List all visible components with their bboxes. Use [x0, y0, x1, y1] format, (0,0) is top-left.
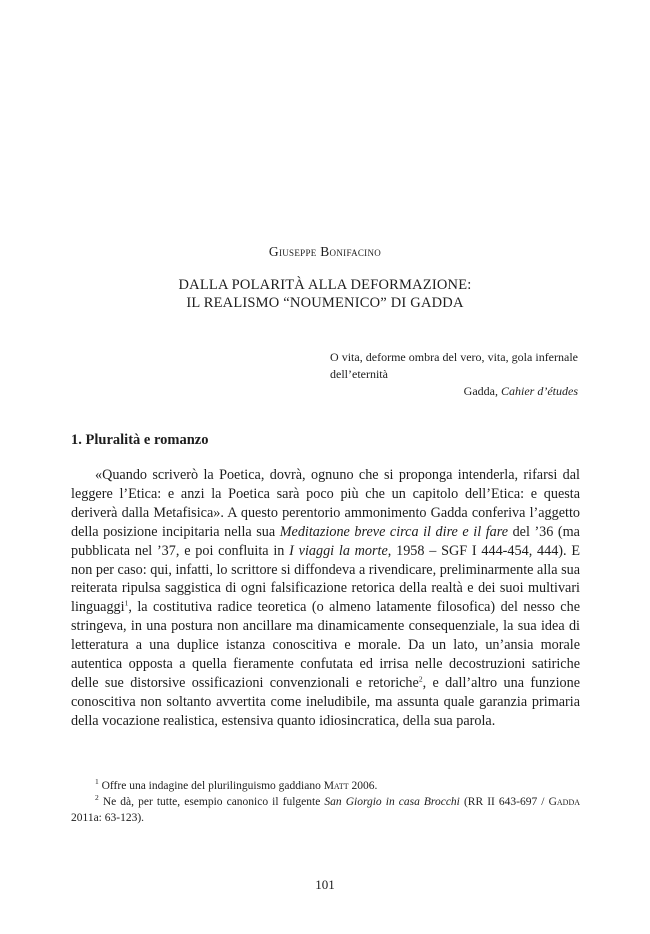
work-title-viaggi: I viaggi la morte	[289, 542, 388, 559]
footnote-1	[71, 778, 580, 794]
footnote-1-year: 2006.	[348, 780, 378, 792]
footnote-2-text: Ne dà, per tutte, esempio canonico il fulgente	[98, 796, 325, 808]
epigraph-source-author: Gadda,	[463, 384, 501, 398]
epigraph-quote: O vita, deforme ombra del vero, vita, gola infernale dell’eternità	[330, 350, 578, 381]
paragraph-text-1: «Quando scriverò la Poetica, dovrà, ognuno che si proponga intenderla, rifarsi dal leggere l’Etica: e anzi la Poetica sarà poco più che un capitolo dell’Etica: e questa deriverà dalla Metafisica». A questo perentorio ammonimento Gadda conferiva l’aggetto della posizione incipitaria nella sua	[71, 467, 580, 540]
footnote-2-author: Gadda	[548, 796, 580, 808]
footnote-2-ref-2: 2011a: 63-123).	[71, 812, 145, 824]
paragraph	[71, 466, 580, 731]
footnote-2-title: San Giorgio in casa Brocchi	[324, 796, 460, 808]
footnote-2-number: 2	[95, 793, 99, 803]
epigraph	[330, 349, 578, 400]
epigraph-source	[330, 383, 578, 400]
author-name: Giuseppe Bonifacino	[268, 244, 382, 259]
epigraph-source-title: Cahier d’études	[501, 384, 578, 398]
paragraph-text-5: , e dall’altro una funzione conoscitiva non soltanto avvertita come ineludibile, ma assunta quale garanzia primaria della vocazione realistica, estensiva quanto idiosincratica, della sua parola.	[71, 674, 580, 729]
footnote-1-author: Matt	[323, 780, 349, 792]
article-title	[0, 276, 650, 312]
paragraph-text-2: del ’36 (ma pubblicata nel ’37, e poi confluita in	[71, 523, 580, 559]
footnote-ref-2[interactable]: 2	[418, 674, 423, 684]
paragraph-text-4: , la costitutiva radice teoretica (o almeno latamente filosofica) del nesso che stringeva, in una postura non ancillare ma dinamicamente consequenziale, la sua idea di letteratura a una duplice istanza conoscitiva e morale. Da un lato, un’ansia morale autentica opposta a quella fieramente confutata ed irrisa nelle decostruzioni satiriche delle sue distorsive ossificazioni convenzionali e retoriche	[71, 599, 580, 691]
body-text	[71, 466, 580, 731]
footnote-1-text: Offre una indagine del plurilinguismo gaddiano	[98, 780, 324, 792]
section-heading: 1. Pluralità e romanzo	[71, 432, 209, 448]
page-number: 101	[315, 877, 335, 892]
footnote-2	[71, 794, 580, 826]
title-line-1: DALLA POLARITÀ ALLA DEFORMAZIONE:	[178, 277, 472, 293]
title-line-2: IL REALISMO “NOUMENICO” DI GADDA	[186, 295, 464, 311]
work-title-meditazione: Meditazione breve circa il dire e il fare	[279, 523, 509, 540]
footnote-ref-1[interactable]: 1	[124, 598, 129, 608]
footnote-1-number: 1	[95, 777, 99, 787]
footnote-2-ref: (RR II 643-697 /	[459, 796, 549, 808]
paragraph-text-3: , 1958 – SGF I 444-454, 444). E non per caso: qui, infatti, lo scrittore si diffondeva a rivendicare, preliminarmente alla sua reiterata ripulsa saggistica di ogni falsificazione retorica della realtà e dei suoi multivari linguaggi	[71, 542, 580, 616]
footnotes	[71, 778, 580, 826]
